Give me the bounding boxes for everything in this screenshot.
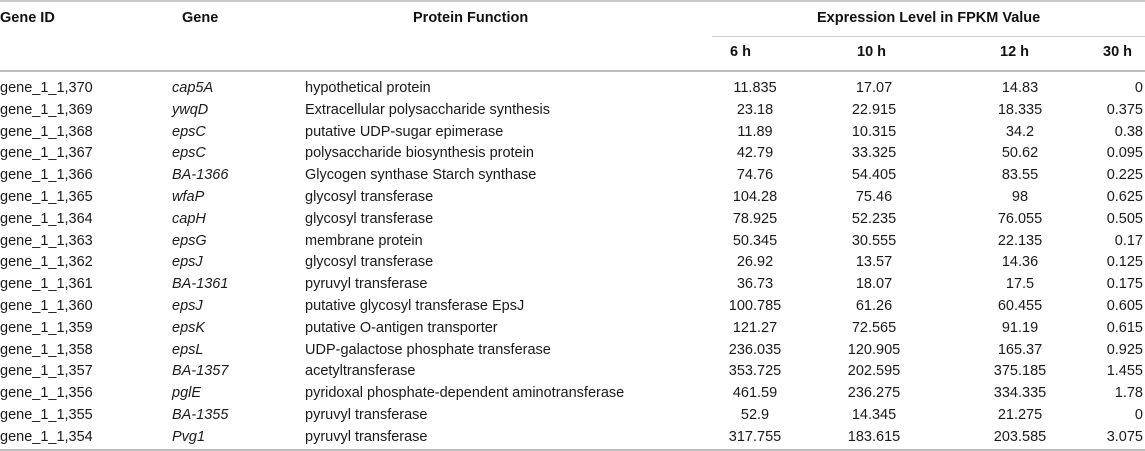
cell-30h: 0.225 [1106,167,1143,184]
cell-6h: 50.345 [732,232,778,249]
cell-10h: 61.26 [855,297,893,314]
cell-gene-id: gene_1_1,367 [0,145,93,162]
cell-protein-function: UDP-galactose phosphate transferase [305,341,551,358]
cell-10h: 75.46 [855,188,893,205]
cell-gene: BA-1361 [172,276,229,293]
cell-protein-function: glycosyl transferase [305,210,434,227]
cell-10h: 10.315 [851,123,897,140]
cell-30h: 0.615 [1106,319,1143,336]
cell-gene: epsG [172,232,207,249]
cell-gene: epsC [172,145,206,162]
cell-10h: 30.555 [851,232,897,249]
cell-12h: 18.335 [997,101,1043,118]
cell-gene-id: gene_1_1,360 [0,297,93,314]
expression-group-rule [712,36,1145,37]
cell-gene-id: gene_1_1,356 [0,385,93,402]
cell-12h: 34.2 [1005,123,1035,140]
cell-gene-id: gene_1_1,355 [0,406,93,423]
cell-protein-function: glycosyl transferase [305,254,434,271]
cell-10h: 14.345 [851,406,897,423]
cell-gene: ywqD [172,101,209,118]
cell-6h: 52.9 [740,406,770,423]
table-row [0,318,1145,340]
table-row [0,187,1145,209]
cell-gene-id: gene_1_1,362 [0,254,93,271]
cell-protein-function: polysaccharide biosynthesis protein [305,145,534,162]
cell-10h: 72.565 [851,319,897,336]
cell-10h: 54.405 [851,167,897,184]
cell-12h: 60.455 [997,297,1043,314]
header-protein-function: Protein Function [413,10,529,26]
cell-30h: 3.075 [1106,428,1143,445]
cell-protein-function: pyridoxal phosphate-dependent aminotransferase [305,385,625,402]
cell-gene-id: gene_1_1,366 [0,167,93,184]
header-gene: Gene [182,10,219,26]
cell-gene: BA-1357 [172,363,229,380]
cell-12h: 91.19 [1001,319,1039,336]
cell-gene-id: gene_1_1,365 [0,188,93,205]
cell-protein-function: hypothetical protein [305,80,431,96]
cell-6h: 317.755 [728,428,782,445]
header-10h: 10 h [857,44,887,60]
cell-10h: 22.915 [851,101,897,118]
cell-6h: 23.18 [736,101,774,118]
header-top-rule [0,0,1145,2]
cell-protein-function: Extracellular polysaccharide synthesis [305,101,550,118]
table-row [0,122,1145,144]
cell-30h: 0 [1134,80,1143,96]
cell-12h: 334.335 [993,385,1047,402]
cell-gene-id: gene_1_1,370 [0,80,93,96]
table-row [0,274,1145,296]
cell-gene-id: gene_1_1,361 [0,276,93,293]
cell-6h: 353.725 [728,363,782,380]
table-row [0,100,1145,122]
cell-6h: 236.035 [728,341,782,358]
cell-gene-id: gene_1_1,364 [0,210,93,227]
header-30h: 30 h [1103,44,1133,60]
cell-10h: 183.615 [847,428,901,445]
table-row [0,361,1145,383]
cell-gene: BA-1355 [172,406,229,423]
cell-10h: 17.07 [855,80,893,96]
cell-10h: 236.275 [847,385,901,402]
cell-30h: 0.925 [1106,341,1143,358]
cell-6h: 74.76 [736,167,774,184]
cell-12h: 76.055 [997,210,1043,227]
cell-protein-function: membrane protein [305,232,423,249]
table-row [0,296,1145,318]
cell-gene-id: gene_1_1,357 [0,363,93,380]
cell-gene: epsJ [172,297,203,314]
cell-6h: 11.89 [737,123,773,140]
header-12h: 12 h [1000,44,1030,60]
cell-protein-function: Glycogen synthase Starch synthase [305,167,537,184]
cell-30h: 0.17 [1114,232,1143,249]
table-row [0,405,1145,427]
cell-12h: 50.62 [1001,145,1039,162]
cell-10h: 52.235 [851,210,897,227]
cell-6h: 36.73 [736,276,774,293]
cell-gene-id: gene_1_1,368 [0,123,93,140]
cell-gene: epsK [172,319,206,336]
cell-30h: 1.78 [1114,385,1143,402]
cell-protein-function: acetyltransferase [305,363,416,380]
cell-6h: 104.28 [732,188,778,205]
cell-gene: epsJ [172,254,203,271]
cell-30h: 0.175 [1106,276,1143,293]
cell-30h: 1.455 [1106,363,1143,380]
cell-6h: 78.925 [732,210,778,227]
cell-12h: 165.37 [997,341,1043,358]
cell-gene-id: gene_1_1,363 [0,232,93,249]
cell-gene: capH [172,210,206,227]
cell-10h: 120.905 [847,341,901,358]
cell-protein-function: pyruvyl transferase [305,276,428,293]
table-row [0,143,1145,165]
cell-12h: 203.585 [993,428,1047,445]
header-expression-level: Expression Level in FPKM Value [817,10,1041,26]
cell-30h: 0.125 [1106,254,1143,271]
cell-protein-function: putative glycosyl transferase EpsJ [305,297,525,314]
table-body [0,78,1145,449]
cell-12h: 22.135 [997,232,1043,249]
cell-30h: 0.505 [1106,210,1143,227]
cell-gene-id: gene_1_1,358 [0,341,93,358]
cell-6h: 461.59 [732,385,778,402]
cell-6h: 11.835 [733,80,777,96]
cell-6h: 26.92 [736,254,774,271]
cell-10h: 13.57 [855,254,893,271]
cell-12h: 14.83 [1001,80,1039,96]
table-row [0,340,1145,362]
cell-12h: 98 [1011,188,1029,205]
cell-gene-id: gene_1_1,369 [0,101,93,118]
table-row [0,165,1145,187]
cell-30h: 0.095 [1106,145,1143,162]
cell-gene: wfaP [172,188,205,205]
cell-protein-function: glycosyl transferase [305,188,434,205]
cell-protein-function: putative UDP-sugar epimerase [305,123,504,140]
cell-10h: 18.07 [855,276,893,293]
table-row [0,231,1145,253]
cell-protein-function: pyruvyl transferase [305,428,428,445]
cell-30h: 0.625 [1106,188,1143,205]
cell-12h: 83.55 [1001,167,1039,184]
cell-gene-id: gene_1_1,359 [0,319,93,336]
cell-gene: BA-1366 [172,167,229,184]
table-row [0,78,1145,100]
cell-30h: 0 [1134,406,1143,423]
cell-6h: 42.79 [736,145,774,162]
cell-protein-function: putative O-antigen transporter [305,319,498,336]
table-row [0,209,1145,231]
cell-10h: 202.595 [847,363,901,380]
cell-gene: epsL [172,341,204,358]
cell-gene: cap5A [172,80,214,96]
cell-gene-id: gene_1_1,354 [0,428,93,445]
table-row [0,252,1145,274]
cell-30h: 0.38 [1114,123,1143,140]
cell-gene: pglE [172,385,202,402]
cell-gene: Pvg1 [172,428,206,445]
header-bottom-rule [0,70,1145,72]
cell-12h: 17.5 [1005,276,1035,293]
table-row [0,427,1145,449]
cell-6h: 100.785 [728,297,782,314]
cell-protein-function: pyruvyl transferase [305,406,428,423]
table-row [0,383,1145,405]
cell-6h: 121.27 [732,319,778,336]
cell-30h: 0.605 [1106,297,1143,314]
cell-gene: epsC [172,123,206,140]
cell-30h: 0.375 [1106,101,1143,118]
header-6h: 6 h [730,44,751,60]
cell-12h: 14.36 [1001,254,1039,271]
header-gene-id: Gene ID [0,10,55,26]
cell-12h: 375.185 [993,363,1047,380]
cell-12h: 21.275 [997,406,1043,423]
cell-10h: 33.325 [851,145,897,162]
